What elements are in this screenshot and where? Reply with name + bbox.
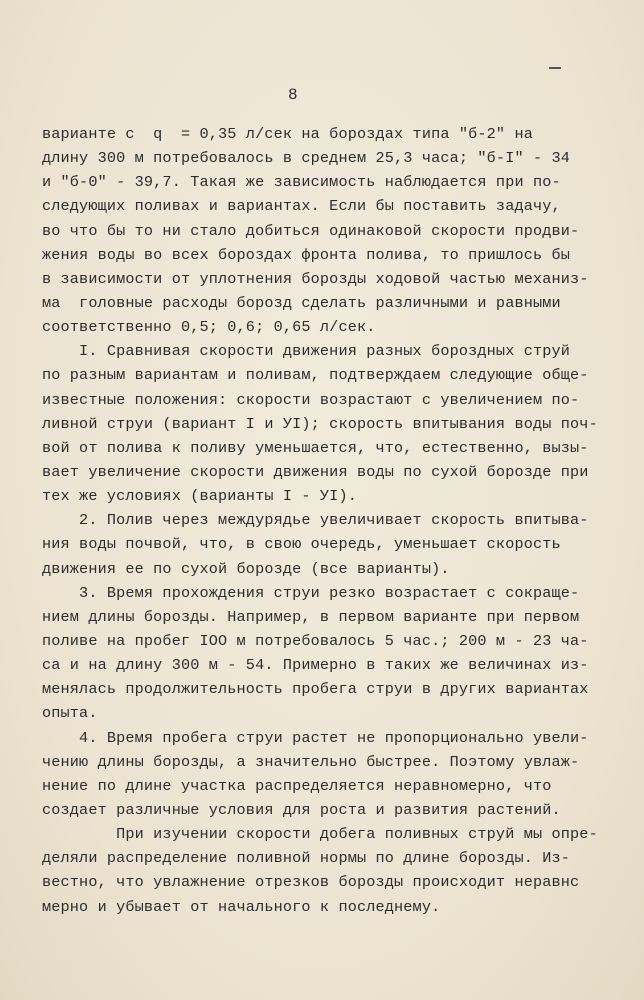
- text-line: 3. Время прохождения струи резко возрастает с сокраще-: [42, 583, 580, 602]
- text-line: 2. Полив через междурядье увеличивает скорость впитыва-: [42, 511, 589, 530]
- text-line: нием длины борозды. Например, в первом варианте при первом: [42, 607, 580, 626]
- text-line: длину 300 м потребовалось в среднем 25,3 часа; "б-I" - 34: [42, 149, 571, 168]
- text-line: деляли распределение поливной нормы по длине борозды. Из-: [42, 849, 571, 868]
- text-line: мерно и убывает от начального к последнему.: [42, 897, 441, 916]
- text-line: и "б-0" - 39,7. Такая же зависимость наблюдается при по-: [42, 173, 561, 192]
- text-line: движения ее по сухой борозде (все варианты).: [42, 559, 450, 578]
- body-text: [42, 122, 602, 919]
- text-line: вой от полива к поливу уменьшается, что, естественно, вызы-: [42, 438, 589, 457]
- corner-mark: [549, 67, 561, 69]
- page-number: 8: [288, 86, 299, 104]
- text-line: тех же условиях (варианты I - УI).: [42, 487, 357, 506]
- text-line: ливной струи (вариант I и УI); скорость впитывания воды поч-: [42, 414, 598, 433]
- text-line: во что бы то ни стало добиться одинаковой скорости продви-: [42, 221, 580, 240]
- text-line: ния воды почвой, что, в свою очередь, уменьшает скорость: [42, 535, 561, 554]
- text-line: При изучении скорости добега поливных струй мы опре-: [42, 825, 598, 844]
- text-line: са и на длину 300 м - 54. Примерно в таких же величинах из-: [42, 656, 589, 675]
- text-line: менялась продолжительность пробега струи в других вариантах: [42, 680, 589, 699]
- text-line: в зависимости от уплотнения борозды ходовой частью механиз-: [42, 269, 589, 288]
- text-line: создает различные условия для роста и развития растений.: [42, 800, 561, 819]
- text-line: поливе на пробег IOO м потребовалось 5 час.; 200 м - 23 ча-: [42, 631, 589, 650]
- text-line: варианте с q = 0,35 л/сек на бороздах типа "б-2" на: [42, 125, 533, 143]
- text-line: ма головные расходы борозд сделать различными и равными: [42, 293, 561, 312]
- text-line: 4. Время пробега струи растет не пропорционально увели-: [42, 728, 589, 747]
- text-line: чению длины борозды, а значительно быстрее. Поэтому увлаж-: [42, 752, 580, 771]
- text-line: нение по длине участка распределяется неравномерно, что: [42, 776, 552, 795]
- text-line: I. Сравнивая скорости движения разных бороздных струй: [42, 342, 571, 361]
- text-line: соответственно 0,5; 0,6; 0,65 л/сек.: [42, 318, 376, 337]
- text-line: вает увеличение скорости движения воды по сухой борозде при: [42, 462, 589, 481]
- text-line: жения воды во всех бороздах фронта полива, то пришлось бы: [42, 245, 571, 264]
- text-line: опыта.: [42, 704, 98, 723]
- text-line: вестно, что увлажнение отрезков борозды происходит неравнс: [42, 873, 580, 892]
- text-line: следующих поливах и вариантах. Если бы поставить задачу,: [42, 197, 561, 216]
- text-line: по разным вариантам и поливам, подтверждаем следующие обще-: [42, 366, 589, 385]
- text-line: известные положения: скорости возрастают с увеличением по-: [42, 390, 580, 409]
